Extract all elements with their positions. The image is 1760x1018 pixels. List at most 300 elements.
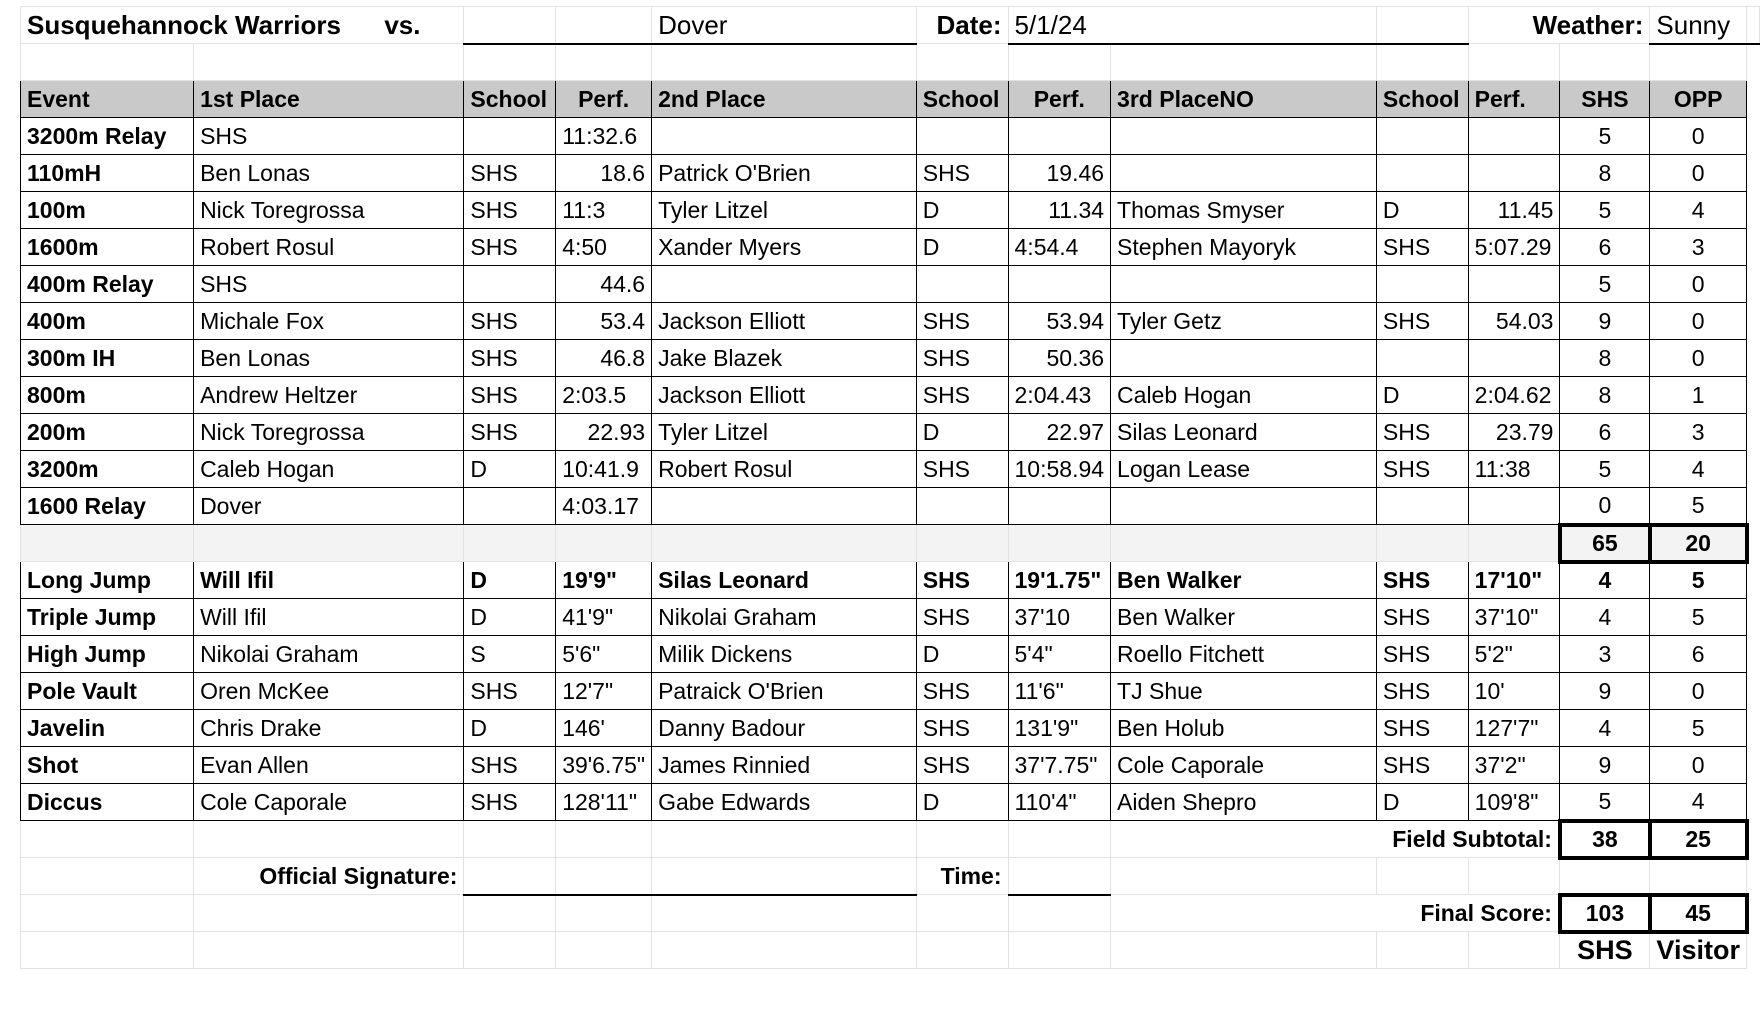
cell-event: 100m [21,192,194,229]
empty-cell [916,932,1008,969]
table-row [21,488,1760,525]
cell-second-perf [1008,266,1111,303]
cell-first-perf: 53.4 [556,303,652,340]
empty-cell [652,821,917,858]
empty-cell [916,525,1008,562]
cell-second-perf: 19'1.75" [1008,562,1111,599]
cell-shs-points: 6 [1560,229,1650,266]
final-score-row [21,895,1760,932]
cell-third-place: Cole Caporale [1111,747,1377,784]
cell-third-place: TJ Shue [1111,673,1377,710]
cell-opp-points: 5 [1650,562,1747,599]
cell-event: Shot [21,747,194,784]
cell-opp-points: 3 [1650,414,1747,451]
cell-shs-points: 4 [1560,562,1650,599]
cell-second-place: Robert Rosul [652,451,917,488]
cell-third-perf: 23.79 [1468,414,1560,451]
cell-second-place: Patraick O'Brien [652,673,917,710]
cell-first-school: SHS [464,155,556,192]
cell-third-school [1376,155,1468,192]
table-row [21,747,1760,784]
cell-second-perf: 131'9" [1008,710,1111,747]
cell-first-perf: 5'6" [556,636,652,673]
cell-second-school [916,118,1008,155]
cell-first-perf: 4:50 [556,229,652,266]
cell-first-perf: 11:3 [556,192,652,229]
cell-shs-points: 5 [1560,192,1650,229]
cell-third-perf: 127'7" [1468,710,1560,747]
cell-first-perf: 10:41.9 [556,451,652,488]
cell-third-perf: 37'2" [1468,747,1560,784]
cell-second-school: SHS [916,155,1008,192]
cell-second-perf: 37'10 [1008,599,1111,636]
cell-third-place [1111,118,1377,155]
empty-cell [1560,858,1650,895]
empty-cell [464,895,556,932]
cell-third-place: Tyler Getz [1111,303,1377,340]
cell-first-school: SHS [464,340,556,377]
cell-first-school: D [464,710,556,747]
cell-first-school: SHS [464,229,556,266]
cell-third-perf: 11.45 [1468,192,1560,229]
cell-third-place: Thomas Smyser [1111,192,1377,229]
cell-opp-points: 0 [1650,747,1747,784]
footer-row [21,932,1760,969]
cell-event: 800m [21,377,194,414]
cell-shs-points: 5 [1560,784,1650,821]
cell-first-school: D [464,562,556,599]
column-header-first-place: 1st Place [194,81,464,118]
cell-second-perf: 22.97 [1008,414,1111,451]
cell-second-place [652,488,917,525]
cell-third-school: SHS [1376,303,1468,340]
column-header-event: Event [21,81,194,118]
cell-shs-points: 5 [1560,266,1650,303]
empty-cell [1376,525,1468,562]
cell-third-perf: 109'8" [1468,784,1560,821]
signature-label: Official Signature: [194,858,464,895]
cell-second-perf [1008,118,1111,155]
cell-opp-points: 0 [1650,118,1747,155]
cell-first-place: Will Ifil [194,562,464,599]
signature-line [652,858,917,895]
cell-first-place: Ben Lonas [194,340,464,377]
cell-second-perf: 5'4" [1008,636,1111,673]
cell-opp-points: 1 [1650,377,1747,414]
empty-cell [21,821,194,858]
table-row [21,451,1760,488]
cell-second-school: D [916,414,1008,451]
column-header-third-place: 3rd PlaceNO [1111,81,1377,118]
cell-third-place: Roello Fitchett [1111,636,1377,673]
cell-opp-points: 4 [1650,451,1747,488]
cell-first-school [464,118,556,155]
cell-first-place: Cole Caporale [194,784,464,821]
final-score-opp: 45 [1650,895,1747,932]
column-header-third-perf: Perf. [1468,81,1560,118]
cell-first-school: SHS [464,747,556,784]
empty-cell [1008,932,1111,969]
empty-cell [1111,525,1377,562]
cell-event: 3200m [21,451,194,488]
cell-first-place: Chris Drake [194,710,464,747]
field-subtotal-opp: 25 [1650,821,1747,858]
cell-opp-points: 3 [1650,229,1747,266]
cell-third-perf [1468,340,1560,377]
field-subtotal-row [21,821,1760,858]
cell-first-perf: 41'9" [556,599,652,636]
empty-cell [1468,525,1560,562]
cell-opp-points: 5 [1650,488,1747,525]
empty-cell [194,821,464,858]
cell-first-perf: 11:32.6 [556,118,652,155]
cell-first-perf: 39'6.75" [556,747,652,784]
empty-cell [194,895,464,932]
cell-second-school: SHS [916,377,1008,414]
cell-third-place [1111,266,1377,303]
table-row [21,636,1760,673]
cell-third-school: SHS [1376,710,1468,747]
cell-first-perf: 128'11" [556,784,652,821]
cell-event: 3200m Relay [21,118,194,155]
cell-first-school: SHS [464,414,556,451]
column-header-third-school: School [1376,81,1468,118]
table-row [21,266,1760,303]
cell-first-place: Nick Toregrossa [194,192,464,229]
cell-shs-points: 4 [1560,599,1650,636]
cell-second-school: SHS [916,451,1008,488]
cell-first-place: SHS [194,266,464,303]
cell-shs-points: 5 [1560,118,1650,155]
cell-second-school: SHS [916,303,1008,340]
empty-cell [21,525,194,562]
cell-second-place: Tyler Litzel [652,414,917,451]
cell-second-school [916,488,1008,525]
cell-first-school [464,488,556,525]
cell-second-perf: 19.46 [1008,155,1111,192]
cell-shs-points: 5 [1560,451,1650,488]
table-row [21,377,1760,414]
cell-second-school [916,266,1008,303]
cell-shs-points: 8 [1560,155,1650,192]
empty-cell [1468,932,1560,969]
cell-third-school: SHS [1376,562,1468,599]
track-subtotal-row [21,525,1760,562]
cell-second-perf: 110'4" [1008,784,1111,821]
cell-third-school [1376,340,1468,377]
cell-opp-points: 5 [1650,599,1747,636]
cell-third-perf: 54.03 [1468,303,1560,340]
empty-cell [1008,525,1111,562]
cell-first-place: Will Ifil [194,599,464,636]
cell-third-perf [1468,155,1560,192]
empty-cell [652,932,917,969]
cell-third-place: Ben Holub [1111,710,1377,747]
cell-event: 400m Relay [21,266,194,303]
cell-third-school: SHS [1376,747,1468,784]
cell-opp-points: 5 [1650,710,1747,747]
cell-second-perf: 11'6" [1008,673,1111,710]
cell-second-place: Jackson Elliott [652,303,917,340]
table-row [21,192,1760,229]
table-row [21,673,1760,710]
cell-third-perf: 5'2" [1468,636,1560,673]
cell-second-place: Nikolai Graham [652,599,917,636]
cell-third-place [1111,155,1377,192]
empty-cell [1650,858,1747,895]
empty-cell [464,821,556,858]
cell-second-place: Jake Blazek [652,340,917,377]
empty-cell [464,932,556,969]
cell-second-school: SHS [916,710,1008,747]
cell-first-place: Oren McKee [194,673,464,710]
table-row [21,562,1760,599]
cell-second-place: Silas Leonard [652,562,917,599]
empty-cell [21,932,194,969]
cell-first-school: SHS [464,673,556,710]
cell-opp-points: 0 [1650,155,1747,192]
cell-second-perf: 11.34 [1008,192,1111,229]
cell-shs-points: 4 [1560,710,1650,747]
column-header-first-perf: Perf. [556,81,652,118]
cell-first-school: SHS [464,303,556,340]
cell-opp-points: 4 [1650,784,1747,821]
cell-event: 1600 Relay [21,488,194,525]
cell-third-school: SHS [1376,414,1468,451]
cell-first-place: Ben Lonas [194,155,464,192]
final-score-label: Final Score: [1111,895,1560,932]
field-subtotal-shs: 38 [1560,821,1650,858]
cell-first-perf: 22.93 [556,414,652,451]
column-header-second-school: School [916,81,1008,118]
cell-second-place [652,266,917,303]
cell-shs-points: 3 [1560,636,1650,673]
cell-third-place: Ben Walker [1111,562,1377,599]
cell-third-school: SHS [1376,599,1468,636]
cell-second-perf: 10:58.94 [1008,451,1111,488]
table-row [21,710,1760,747]
cell-second-place: Xander Myers [652,229,917,266]
cell-opp-points: 0 [1650,673,1747,710]
cell-third-school: D [1376,784,1468,821]
cell-opp-points: 4 [1650,192,1747,229]
cell-event: Long Jump [21,562,194,599]
cell-third-school: D [1376,192,1468,229]
cell-opp-points: 6 [1650,636,1747,673]
signature-row [21,858,1760,895]
empty-cell [1008,821,1111,858]
cell-first-school: SHS [464,377,556,414]
signature-line [464,858,556,895]
cell-first-place: Andrew Heltzer [194,377,464,414]
signature-line [556,858,652,895]
cell-first-school: SHS [464,192,556,229]
cell-first-place: Dover [194,488,464,525]
home-team-title: Susquehannock Warriors vs. [21,7,464,44]
cell-first-place: Michale Fox [194,303,464,340]
column-header-shs-points: SHS [1560,81,1650,118]
empty-cell [652,525,917,562]
cell-first-perf: 146' [556,710,652,747]
cell-third-place: Aiden Shepro [1111,784,1377,821]
cell-second-perf: 2:04.43 [1008,377,1111,414]
cell-third-perf: 5:07.29 [1468,229,1560,266]
column-header-first-school: School [464,81,556,118]
cell-second-place: James Rinnied [652,747,917,784]
cell-first-school: D [464,599,556,636]
cell-third-perf: 37'10" [1468,599,1560,636]
cell-first-perf: 2:03.5 [556,377,652,414]
cell-second-school: D [916,636,1008,673]
field-subtotal-label: Field Subtotal: [1111,821,1560,858]
cell-second-perf: 50.36 [1008,340,1111,377]
cell-third-place [1111,488,1377,525]
cell-first-place: SHS [194,118,464,155]
cell-first-perf: 18.6 [556,155,652,192]
cell-second-place [652,118,917,155]
cell-third-place: Logan Lease [1111,451,1377,488]
column-header-second-perf: Perf. [1008,81,1111,118]
cell-first-perf: 19'9" [556,562,652,599]
empty-cell [652,895,917,932]
spacer-row [21,44,1760,81]
track-subtotal-opp: 20 [1650,525,1747,562]
cell-first-school: D [464,451,556,488]
cell-first-school [464,266,556,303]
table-row [21,155,1760,192]
cell-second-school: SHS [916,599,1008,636]
cell-shs-points: 9 [1560,673,1650,710]
empty-cell [464,525,556,562]
empty-cell [916,895,1008,932]
cell-third-place: Ben Walker [1111,599,1377,636]
cell-event: Diccus [21,784,194,821]
cell-shs-points: 9 [1560,747,1650,784]
footer-home-label: SHS [1560,932,1650,969]
cell-third-place: Silas Leonard [1111,414,1377,451]
cell-second-place: Tyler Litzel [652,192,917,229]
title-row [21,7,1760,44]
cell-second-school: D [916,229,1008,266]
cell-second-perf: 4:54.4 [1008,229,1111,266]
cell-shs-points: 8 [1560,377,1650,414]
empty-cell [1111,858,1377,895]
cell-first-place: Evan Allen [194,747,464,784]
footer-visitor-label: Visitor [1650,932,1747,969]
cell-event: 110mH [21,155,194,192]
empty-cell [21,858,194,895]
empty-cell [1376,858,1468,895]
cell-third-school [1376,266,1468,303]
cell-second-school: SHS [916,673,1008,710]
empty-cell [1376,932,1468,969]
cell-third-school: SHS [1376,636,1468,673]
cell-second-place: Patrick O'Brien [652,155,917,192]
weather-value: Sunny [1650,7,1747,44]
empty-cell [916,821,1008,858]
cell-event: 200m [21,414,194,451]
cell-second-place: Milik Dickens [652,636,917,673]
cell-third-perf: 10' [1468,673,1560,710]
cell-first-perf: 4:03.17 [556,488,652,525]
cell-event: 300m IH [21,340,194,377]
cell-second-school: SHS [916,340,1008,377]
table-row [21,340,1760,377]
vs-label: vs. [384,10,421,40]
cell-event: 1600m [21,229,194,266]
empty-cell [556,821,652,858]
cell-third-place [1111,340,1377,377]
cell-shs-points: 0 [1560,488,1650,525]
cell-second-school: SHS [916,562,1008,599]
cell-third-place: Stephen Mayoryk [1111,229,1377,266]
cell-first-perf: 46.8 [556,340,652,377]
cell-second-school: D [916,192,1008,229]
cell-event: Triple Jump [21,599,194,636]
table-row [21,229,1760,266]
empty-cell [1111,932,1377,969]
empty-cell [556,525,652,562]
column-header-opp-points: OPP [1650,81,1747,118]
table-row [21,414,1760,451]
cell-event: 400m [21,303,194,340]
cell-second-perf: 37'7.75" [1008,747,1111,784]
empty-cell [556,895,652,932]
cell-third-school: D [1376,377,1468,414]
cell-first-school: SHS [464,784,556,821]
cell-event: High Jump [21,636,194,673]
cell-first-place: Nikolai Graham [194,636,464,673]
cell-second-perf [1008,488,1111,525]
time-label: Time: [916,858,1008,895]
empty-cell [194,932,464,969]
empty-cell [21,895,194,932]
empty-cell [556,932,652,969]
date-label: Date: [916,7,1008,44]
cell-third-perf: 17'10" [1468,562,1560,599]
cell-second-school: D [916,784,1008,821]
cell-third-school: SHS [1376,229,1468,266]
track-subtotal-shs: 65 [1560,525,1650,562]
cell-third-perf: 11:38 [1468,451,1560,488]
table-row [21,599,1760,636]
cell-event: Javelin [21,710,194,747]
cell-opp-points: 0 [1650,340,1747,377]
weather-label: Weather: [1468,7,1650,44]
cell-shs-points: 8 [1560,340,1650,377]
cell-third-perf [1468,488,1560,525]
cell-third-school [1376,118,1468,155]
table-row [21,118,1760,155]
cell-second-place: Gabe Edwards [652,784,917,821]
column-header-second-place: 2nd Place [652,81,917,118]
cell-third-school [1376,488,1468,525]
cell-opp-points: 0 [1650,266,1747,303]
cell-second-place: Danny Badour [652,710,917,747]
cell-second-place: Jackson Elliott [652,377,917,414]
time-line [1008,858,1111,895]
cell-first-place: Caleb Hogan [194,451,464,488]
final-score-shs: 103 [1560,895,1650,932]
cell-first-place: Nick Toregrossa [194,414,464,451]
empty-cell [1008,895,1111,932]
cell-third-perf [1468,118,1560,155]
cell-event: Pole Vault [21,673,194,710]
scoresheet-table [20,6,1760,969]
cell-first-perf: 44.6 [556,266,652,303]
cell-third-school: SHS [1376,673,1468,710]
cell-third-place: Caleb Hogan [1111,377,1377,414]
